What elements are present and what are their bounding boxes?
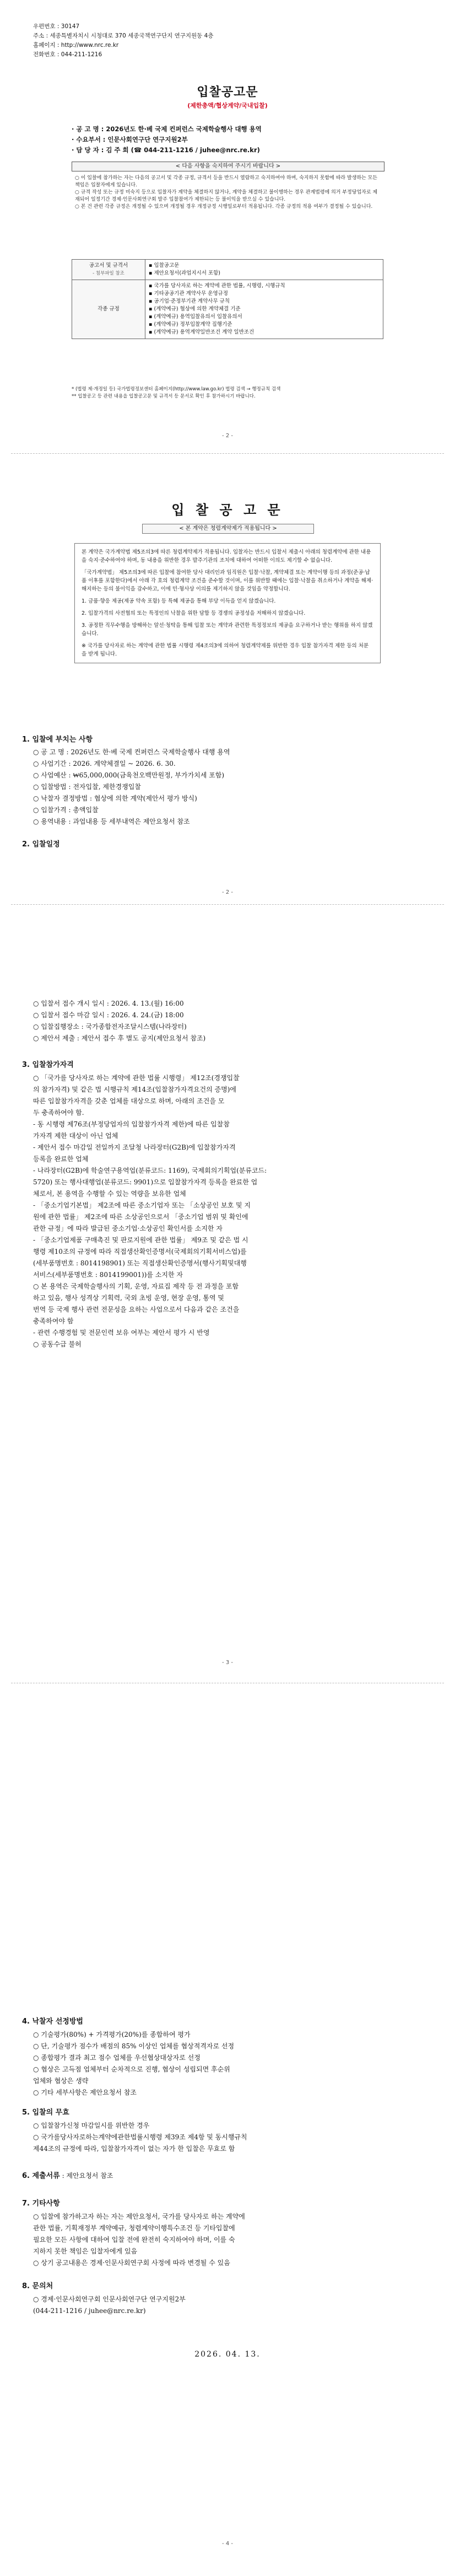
list-item: 관한 규정」에 따라 발급된 중소기업·소상공인 확인서를 소지한 자 <box>33 1225 223 1232</box>
list-item: - 관련 수행경험 및 전문인력 보유 여부는 제안서 평가 시 반영 <box>33 1329 210 1337</box>
list-item: ○ 기타 세부사항은 제안요청서 참조 <box>33 2089 137 2096</box>
list-item: - 나라장터(G2B)에 학술연구용역업(분류코드: 1169), 국제회의기획업(분류코드: <box>33 1167 267 1174</box>
list-item: ○ 사업기간 : 2026. 계약체결일 ~ 2026. 6. 30. <box>33 760 176 768</box>
main-notice-title: 입 찰 공 고 문 <box>171 502 284 518</box>
list-item: ○ 「국가를 당사자로 하는 계약에 관한 법률 시행령」 제12조(경쟁입찰 <box>33 1074 240 1082</box>
list-item: 원에 관한 법률」 제2조에 따른 소상공인으로서 「중소기업 범위 및 확인에 <box>33 1213 248 1221</box>
contract-type-subtitle: (제한총액/협상계약/국내입찰) <box>187 102 268 109</box>
page-title: 입찰공고문 <box>197 85 258 99</box>
list-item: 가자격 제한 대상이 아닌 업체 <box>33 1132 118 1140</box>
contact-line: (044-211-1216 / juhee@nrc.re.kr) <box>33 2307 146 2315</box>
list-item: ○ 용역내용 : 과업내용 등 세부내역은 제안요청서 참조 <box>33 818 190 825</box>
footnotes <box>72 386 383 400</box>
list-item: ○ 입찰서 접수 개시 일시 : 2026. 4. 13.(월) 16:00 <box>33 1000 184 1007</box>
notice-item: ○ 규격 작성 또는 규정 미숙지 등으로 입찰자가 계약을 체결하지 않거나, 계약을 체결하고 불이행하는 경우 관계법령에 의거 부정당업자로 제재되어 일정기간 경제·인문사회연구회 발주 입찰참여가 제한되는 등 불이익을 받으실 수 있습니다. <box>75 190 378 202</box>
section-heading: 8. 문의처 <box>22 2282 53 2290</box>
page-number: - 3 - <box>222 1660 233 1666</box>
list-item: 제44조의 규정에 따라, 입찰참가자격이 없는 자가 한 입찰은 무효로 함 <box>33 2145 235 2153</box>
list-item: (세부품명번호 : 8014198901) 또는 직접생산확인증명서(행사기획및대행 <box>33 1259 247 1267</box>
notice-list <box>75 175 381 211</box>
list-item: ○ 공 고 명 : 2026년도 한·베 국제 컨퍼런스 국제학술행사 대행 용역 <box>33 748 230 756</box>
list-item: ○ 기술평가(80%) + 가격평가(20%)를 종합하여 평가 <box>33 2031 191 2038</box>
list-item: ○ 입찰가격 : 총액입찰 <box>33 806 99 814</box>
table-row <box>72 260 383 280</box>
list-item: 의 참가자격) 및 같은 법 시행규칙 제14조(입찰참가자격요건의 증명)에 <box>33 1086 237 1093</box>
announcement-date: 2026. 04. 13. <box>194 2350 261 2359</box>
requesting-department: · 수요부서 : 인문사회연구단 연구지원2부 <box>72 136 188 143</box>
list-item: 두 충족하여야 함. <box>33 1109 84 1117</box>
page-divider <box>11 904 444 905</box>
list-item: 필요한 모든 사항에 대하여 입찰 전에 완전히 숙지하여야 하며, 이를 숙 <box>33 2236 235 2244</box>
list-item: ○ 낙찰자 결정방법 : 협상에 의한 계약(제안서 평가 방식) <box>33 795 197 802</box>
list-item: ○ 제안서 제출 : 제안서 접수 후 별도 공지(제안요청서 참조) <box>33 1034 206 1042</box>
page-number: - 2 - <box>222 889 233 895</box>
list-item: ○ 입찰에 참가하고자 하는 자는 제안요청서, 국가를 당사자로 하는 계약에 <box>33 2213 245 2220</box>
integrity-banner: < 본 계약은 청렴계약제가 적용됩니다 > <box>142 524 314 534</box>
list-item: ○ 본 용역은 국제학술행사의 기획, 운영, 자료집 제작 등 전 과정을 포함 <box>33 1282 239 1290</box>
postal-code: 우편번호 : 30147 <box>33 23 80 30</box>
section-8-body <box>33 2294 430 2317</box>
applicable-documents-table <box>72 259 383 339</box>
list-item: 충족하여야 함 <box>33 1317 74 1325</box>
notice-item: ○ 본 건 관련 각종 규정은 개정될 수 있으며 개정될 경우 개정규정 시행일로부터 적용됩니다. 각종 규정의 적용 여부가 결정될 수 있습니다. <box>75 204 373 210</box>
footnote: ** 입찰공고 등 관련 내용을 입찰공고문 및 규격서 등 문서로 확인 후 참가하시기 바랍니다. <box>72 394 256 399</box>
integrity-paragraph: 2. 입찰가격의 사전협의 또는 특정인의 낙찰을 위한 담합 등 경쟁의 공정성을 저해하지 않겠습니다. <box>82 610 306 616</box>
list-item: 등록을 완료한 업체 <box>33 1155 89 1163</box>
letterhead <box>33 22 213 60</box>
section-heading: 1. 입찰에 부치는 사항 <box>22 736 93 744</box>
table-row <box>72 280 383 339</box>
list-item: - 「중소기업기본법」 제2조에 따른 중소기업자 또는 「소상공인 보호 및 지 <box>33 1201 251 1209</box>
list-item: 관한 법률, 기획재정부 계약예규, 청렴계약이행특수조건 등 기타입찰에 <box>33 2224 235 2232</box>
list-item: ○ 국가를당사자로하는계약에관한법률시행령 제39조 제4항 및 동시행규칙 <box>33 2133 247 2141</box>
list-item: 따른 입찰참가자격을 갖춘 업체를 대상으로 하며, 아래의 조건을 모 <box>33 1097 225 1105</box>
list-item: - 「중소기업제품 구매촉진 및 판로지원에 관한 법률」 제9조 및 같은 법 시 <box>33 1236 248 1244</box>
list-item: - 동 시행령 제76조(부정당업자의 입찰참가자격 제한)에 따른 입찰참 <box>33 1120 230 1128</box>
section-5-body <box>33 2120 430 2155</box>
bid-summary <box>72 124 262 155</box>
table-value-cell: ▪ 입찰공고문 ▪ 제안요청서(과업지시서 포함) <box>145 260 383 280</box>
list-item: 번역 등 국제 행사 관련 전문성을 요하는 사업으로서 다음과 같은 조건을 <box>33 1306 240 1313</box>
table-label-cell: 공고서 및 규격서 - 첨부파일 참조 <box>72 260 145 280</box>
list-item: ○ 상기 공고내용은 경제·인문사회연구회 사정에 따라 변경될 수 있음 <box>33 2259 230 2267</box>
list-item: ○ 종합평가 결과 최고 점수 업체를 우선협상대상자로 선정 <box>33 2054 201 2062</box>
section-heading: 3. 입찰참가자격 <box>22 1061 74 1069</box>
contact-person: · 담 당 자 : 김 주 희 (☎ 044-211-1216 / juhee@nrc.re.kr) <box>72 146 260 154</box>
page-number: - 2 - <box>222 433 233 439</box>
list-item: ○ 입찰참가신청 마감일시를 위반한 경우 <box>33 2122 150 2129</box>
section-1-body <box>33 747 230 828</box>
section-6-text: : 제안요청서 참조 <box>59 2172 113 2180</box>
list-item: ○ 입찰방법 : 전자입찰, 제한경쟁입찰 <box>33 783 141 791</box>
list-item: 업체와 협상은 생략 <box>33 2077 89 2085</box>
integrity-paragraph: 3. 공정한 직무수행을 방해하는 알선·청탁을 통해 입찰 또는 계약과 관련한 특정정보의 제공을 요구하거나 받는 행위를 하지 않겠습니다. <box>82 622 373 637</box>
table-label-cell: 각종 규정 <box>72 280 145 339</box>
section-heading: 5. 입찰의 무효 <box>22 2108 69 2117</box>
list-item: 서비스(세부품명번호 : 8014199001))를 소지한 자 <box>33 1271 183 1279</box>
section-heading: 2. 입찰일정 <box>22 840 60 849</box>
list-item: 하고 있음, 행사 성격상 기획력, 국외 초빙 운영, 현장 운영, 통역 및 <box>33 1294 225 1302</box>
contact-line: ○ 경제·인문사회연구회 인문사회연구단 연구지원2부 <box>33 2295 186 2303</box>
section-7-body <box>33 2211 430 2269</box>
homepage-link[interactable]: 홈페이지 : http://www.nrc.re.kr <box>33 42 119 49</box>
section-heading: 4. 낙찰자 선정방법 <box>22 2017 83 2026</box>
section-2-body <box>33 998 205 1044</box>
section-heading: 7. 기타사항 <box>22 2199 60 2208</box>
list-item: 지하지 못한 책임은 입찰자에게 있음 <box>33 2247 138 2255</box>
integrity-paragraph: 「국가계약법」 제5조의3에 따른 입찰에 참여한 당사 대리인과 임직원은 입찰·낙찰, 계약체결 또는 계약이행 등의 과정(준공·납품 이후를 포함한다)에서 아래 각 호의 청렴계약 조건을 준수할 것이며, 이를 위반할 때에는 입찰·낙찰을 취소하거나 계약을 해제·해지하는 등의 불이익을 감수하고, 이에 민·형사상 이의를 제기하지 않을 것임을 약정합니다. <box>82 570 373 592</box>
announcement-name: · 공 고 명 : 2026년도 한·베 국제 컨퍼런스 국제학술행사 대행 용역 <box>72 125 262 133</box>
integrity-paragraph: 본 계약은 국가계약법 제5조의3에 따른 청렴계약제가 적용됩니다. 입찰자는 반드시 입찰서 제출시 아래의 청렴계약에 관한 내용을 숙지·준수하여야 하며, 동 내용을 위반한 경우 발주기관의 조치에 대하여 어떠한 이의도 제기할 수 없습니다. <box>82 549 371 564</box>
list-item: - 제안서 접수 마감일 전일까지 조달청 나라장터(G2B)에 입찰참가자격 <box>33 1144 236 1151</box>
integrity-paragraph: ※ 국가를 당사자로 하는 계약에 관한 법률 시행령 제4조의3에 의하여 청렴계약제를 위반한 경우 입찰 참가자격 제한 등의 처분을 받게 됩니다. <box>82 643 369 657</box>
page-divider <box>11 453 444 454</box>
section-heading: 6. 제출서류 <box>22 2172 60 2180</box>
list-item: 5720) 또는 행사대행업(분류코드: 9901)으로 입찰참가자격 등록을 완료한 업 <box>33 1178 258 1186</box>
list-item: 체로서, 본 용역을 수행할 수 있는 역량을 보유한 업체 <box>33 1190 186 1198</box>
address: 주소 : 세종특별자치시 시청대로 370 세종국책연구단지 연구지원동 4층 <box>33 33 214 39</box>
list-item: ○ 입찰서 접수 마감 일시 : 2026. 4. 24.(금) 18:00 <box>33 1011 184 1019</box>
list-item: ○ 협상은 고득점 업체부터 순차적으로 진행, 협상이 성립되면 후순위 <box>33 2065 230 2073</box>
integrity-box <box>74 543 381 663</box>
notice-item: ○ 이 입찰에 참가하는 자는 다음의 공고서 및 각종 규정, 규격서 등을 반드시 열람하고 숙지하여야 하며, 숙지하지 못함에 따라 발생하는 모든 책임은 입찰자에게 있습니다. <box>75 175 377 188</box>
section-4-body <box>33 2029 430 2099</box>
list-item: 행령 제10조의 규정에 따라 직접생산확인증명서(국제회의기획서비스업)를 <box>33 1248 247 1255</box>
list-item: ○ 사업예산 : ₩65,000,000(금육천오백만원정, 부가가치세 포함) <box>33 771 225 779</box>
section-3-body <box>33 1072 430 1350</box>
page-number: - 4 - <box>222 2541 233 2547</box>
list-item: ○ 공동수급 불허 <box>33 1340 82 1348</box>
integrity-paragraph: 1. 금품·향응 제공(제공 약속 포함) 등 특혜 제공을 통해 부당 이득을 얻지 않겠습니다. <box>82 598 276 604</box>
phone-number: 전화번호 : 044-211-1216 <box>33 51 102 58</box>
list-item: ○ 단, 기술평가 점수가 배점의 85% 이상인 업체를 협상적격자로 선정 <box>33 2042 235 2050</box>
list-item: ○ 입찰집행장소 : 국가종합전자조달시스템(나라장터) <box>33 1023 187 1031</box>
table-value-cell: ▪ 국가를 당사자로 하는 계약에 관한 법률, 시행령, 시행규칙 ▪ 기타공공기관 계약사무 운영규정 ▪ 공기업·준정부기관 계약사무 규칙 ▪ (계약예규) 협상에 의한 계약체결 기준 ▪ (계약예규) 용역입찰유의서 입찰유의서 ▪ (계약예규) 정부입찰계약 집행기준 ▪ (계약예규) 용역계약일반조건 계약 일반조건 <box>145 280 383 339</box>
notice-bar: < 다음 사항을 숙지하여 주시기 바랍니다 > <box>72 162 384 171</box>
footnote: * (법령 제·개정일 등) 국가법령정보센터 홈페이지(http://www.law.go.kr) 법령 검색 → 행정규칙 검색 <box>72 387 281 392</box>
section-6 <box>22 2170 113 2182</box>
